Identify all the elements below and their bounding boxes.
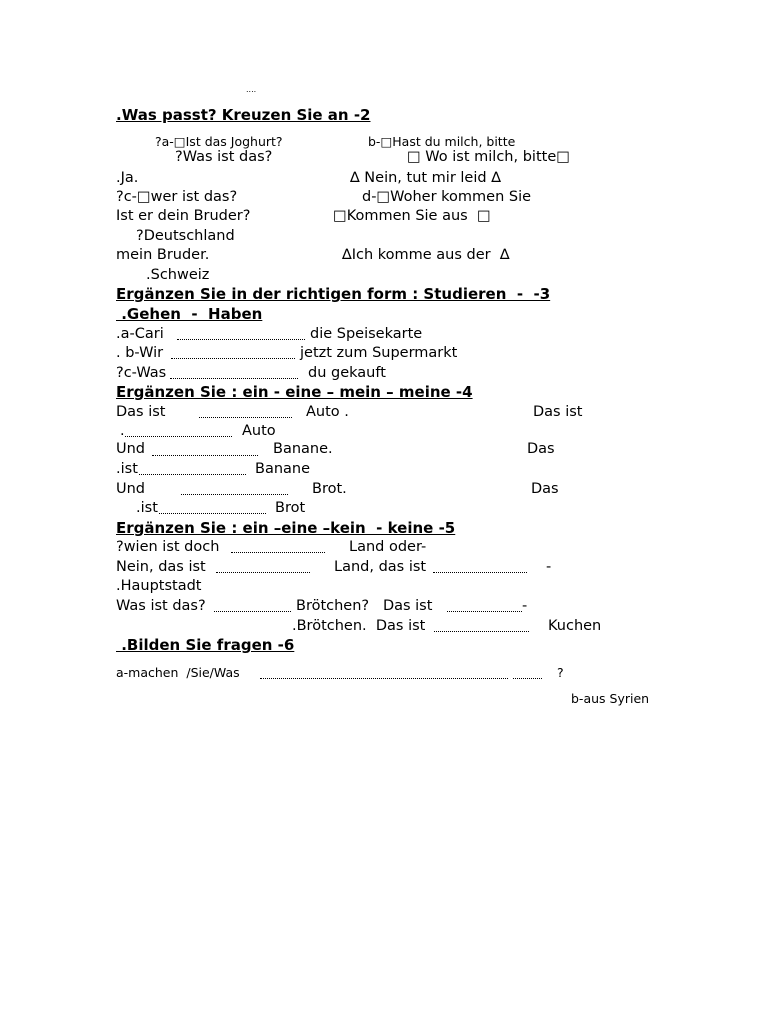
ex3-b-prefix: . b-Wir (116, 345, 164, 361)
ex6-a-blank-2[interactable] (513, 678, 542, 679)
ex3-b-suffix: jetzt zum Supermarkt (300, 345, 458, 361)
ex6-b: b-aus Syrien (571, 691, 650, 706)
ex5-r4-prefix: Was ist das? (116, 598, 206, 614)
exercise-3-title-cont: .Gehen - Haben (116, 305, 263, 323)
ex4-r1-suffix: Auto . (306, 404, 349, 420)
ex3-c-prefix: ?c-Was (116, 365, 167, 381)
exercise-4-title: Ergänzen Sie : ein - eine – mein – meine -4 (116, 383, 473, 401)
ex3-a-suffix: die Speisekarte (310, 326, 423, 342)
ex5-r4-blank-2[interactable] (447, 611, 522, 612)
ex4-r5-prefix: Und (116, 481, 146, 497)
ex4-r3-prefix: Und (116, 441, 146, 457)
question-d: □Kommen Sie aus □ (333, 208, 491, 224)
ex5-r1-blank[interactable] (231, 552, 325, 553)
ex5-r2-prefix: Nein, das ist (116, 559, 206, 575)
question-d-cont: ?Deutschland (136, 228, 235, 244)
ex6-a-blank[interactable] (260, 678, 508, 679)
exercise-6-title: .Bilden Sie fragen -6 (116, 636, 295, 654)
ex5-r5-prefix: .Brötchen. Das ist (292, 618, 426, 634)
question-b: □ Wo ist milch, bitte□ (407, 149, 570, 165)
ex4-r6-blank[interactable] (159, 513, 266, 514)
ex3-b-blank[interactable] (171, 358, 295, 359)
ex4-r1-right: Das ist (533, 404, 583, 420)
ex4-r5-right: Das (531, 481, 559, 497)
ex4-r3-blank[interactable] (152, 455, 258, 456)
ex4-r4-blank[interactable] (139, 474, 246, 475)
option-d: d-□Woher kommen Sie (362, 189, 532, 205)
ex4-r5-suffix: Brot. (312, 481, 347, 497)
ex4-r4-suffix: Banane (255, 461, 311, 477)
ex3-c-blank[interactable] (170, 378, 298, 379)
ex4-r1-blank[interactable] (199, 417, 292, 418)
answer-d-cont: .Schweiz (146, 267, 210, 283)
ex4-r2-blank[interactable] (125, 436, 232, 437)
ex5-r4-mid: Brötchen? Das ist (296, 598, 433, 614)
ex5-r2-mid: Land, das ist (334, 559, 427, 575)
exercise-3-title: Ergänzen Sie in der richtigen form : Studieren - -3 (116, 285, 551, 303)
ex5-r5-blank[interactable] (434, 631, 529, 632)
ex4-r1-prefix: Das ist (116, 404, 166, 420)
exercise-2-title: .Was passt? Kreuzen Sie an -2 (116, 106, 371, 124)
ex5-r4-suffix: - (522, 598, 528, 614)
exercise-5-title: Ergänzen Sie : ein –eine –kein - keine -5 (116, 519, 456, 537)
option-a: ?a-□Ist das Joghurt? (155, 134, 283, 149)
ex5-r2-blank-2[interactable] (433, 572, 527, 573)
ex6-a-prefix: a-machen /Sie/Was (116, 665, 240, 680)
ex4-r2-suffix: Auto (242, 423, 276, 439)
ex4-r5-blank[interactable] (181, 494, 288, 495)
ex6-a-question-mark: ? (557, 665, 564, 680)
option-b: b-□Hast du milch, bitte (368, 134, 516, 149)
ex4-r6-suffix: Brot (275, 500, 306, 516)
answer-d: ∆Ich komme aus der ∆ (342, 247, 510, 263)
ex5-r3: .Hauptstadt (116, 578, 202, 594)
top-mark: .... (246, 85, 257, 94)
ex4-r6-prefix: .ist (136, 500, 158, 516)
ex4-r2-prefix: . (120, 423, 125, 439)
ex4-r3-suffix: Banane. (273, 441, 333, 457)
answer-a: .Ja. (116, 170, 139, 186)
ex5-r1-prefix: ?wien ist doch (116, 539, 220, 555)
ex5-r1-suffix: Land oder- (349, 539, 427, 555)
ex5-r2-suffix: - (546, 559, 552, 575)
ex4-r4-prefix: .ist (116, 461, 138, 477)
ex4-r3-right: Das (527, 441, 555, 457)
ex3-c-suffix: du gekauft (308, 365, 386, 381)
ex5-r4-blank[interactable] (214, 611, 291, 612)
option-c: ?c-□wer ist das? (116, 189, 238, 205)
ex3-a-prefix: .a-Cari (116, 326, 164, 342)
ex5-r5-suffix: Kuchen (548, 618, 602, 634)
ex5-r2-blank[interactable] (216, 572, 310, 573)
question-a: ?Was ist das? (175, 149, 273, 165)
question-c: Ist er dein Bruder? (116, 208, 251, 224)
ex3-a-blank[interactable] (177, 339, 305, 340)
answer-b: ∆ Nein, tut mir leid ∆ (350, 170, 501, 186)
answer-c: mein Bruder. (116, 247, 210, 263)
